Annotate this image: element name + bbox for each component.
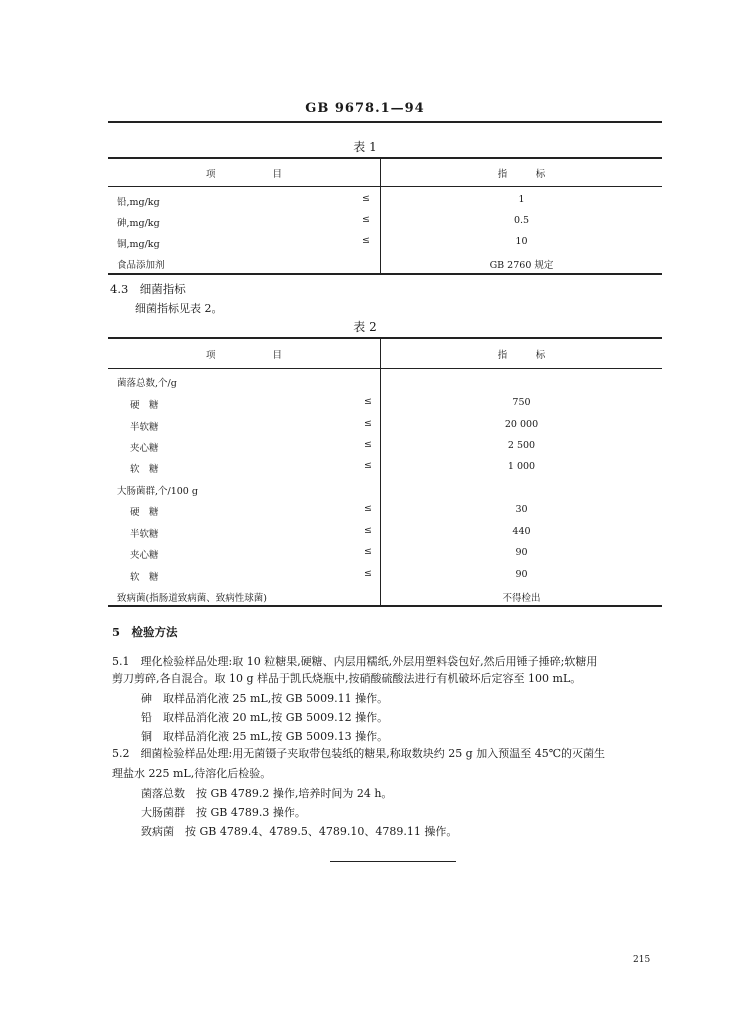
table2-row-item: 硬 糖: [130, 507, 159, 518]
table2-row-sign: ≤: [364, 460, 372, 471]
table1-bottom-rule: [108, 273, 662, 275]
table2-row-pathogen-item: 致病菌(指肠道致病菌、致病性球菌): [117, 593, 267, 604]
table2-row-sign: ≤: [364, 546, 372, 557]
table2-row-item: 夹心糖: [130, 550, 159, 561]
section-5-2-line2: 理盐水 225 mL,待溶化后检验。: [112, 767, 272, 780]
section-4-3-text: 细菌指标见表 2。: [135, 302, 223, 315]
table2-row-item: 硬 糖: [130, 400, 159, 411]
table2-row-item: 夹心糖: [130, 443, 159, 454]
table1-row-sign: ≤: [362, 235, 370, 246]
table2-row-item: 半软糖: [130, 422, 159, 433]
section-5-1-arsenic: 砷 取样品消化液 25 mL,按 GB 5009.11 操作。: [141, 692, 389, 705]
table2-row-sign: ≤: [364, 503, 372, 514]
table2-row-value: 90: [515, 569, 528, 580]
table1-row-sign: ≤: [362, 214, 370, 225]
section-5-2-coliform: 大肠菌群 按 GB 4789.3 操作。: [141, 806, 306, 819]
table2-row-item: 半软糖: [130, 529, 159, 540]
table2-row-sign: ≤: [364, 568, 372, 579]
section-5-2-pathogen: 致病菌 按 GB 4789.4、4789.5、4789.10、4789.11 操作。: [141, 825, 458, 838]
table1-caption: 表 1: [353, 140, 377, 154]
table1-col-item: 项 目: [205, 169, 282, 180]
table2-row-sign: ≤: [364, 396, 372, 407]
table2-row-value: 30: [515, 504, 528, 515]
section-5-2-line1: 5.2 细菌检验样品处理:用无菌镊子夹取带包装纸的糖果,称取数块约 25 g 加入预温至 45℃的灭菌生: [112, 747, 606, 760]
section-5-1-lead: 铅 取样品消化液 20 mL,按 GB 5009.12 操作。: [141, 711, 389, 724]
table2-bottom-rule: [108, 605, 662, 607]
section-4-3-heading: 4.3 细菌指标: [110, 282, 186, 296]
section-5-2-colony: 菌落总数 按 GB 4789.2 操作,培养时间为 24 h。: [141, 787, 393, 800]
table2-row-value: 2 500: [507, 440, 536, 451]
end-rule: [330, 861, 456, 862]
table1-row-value: 1: [518, 194, 525, 205]
table1-row-item: 铅,mg/kg: [117, 197, 160, 208]
document-header: GB 9678.1—94: [305, 101, 425, 116]
table2-row-value: 1 000: [507, 461, 536, 472]
table2-row-item: 软 糖: [130, 572, 159, 583]
table1-row-item: 食品添加剂: [117, 260, 165, 271]
table1-row-value: 10: [515, 236, 528, 247]
table2-col-item: 项 目: [205, 350, 282, 361]
table2-caption: 表 2: [353, 320, 377, 334]
table2-row-value: 750: [512, 397, 531, 408]
page-number: 215: [633, 955, 651, 965]
table1-top-rule: [108, 157, 662, 159]
table2-row-value: 90: [515, 547, 528, 558]
table1-row-item: 砷,mg/kg: [117, 218, 160, 229]
section-5-heading: 5 检验方法: [112, 625, 178, 639]
header-rule: [108, 121, 662, 123]
table2-row-value: 20 000: [504, 419, 539, 430]
table1-row-item: 铜,mg/kg: [117, 239, 160, 250]
table2-row-pathogen-value: 不得检出: [502, 593, 541, 604]
table1-head-rule: [108, 186, 662, 187]
table2-head-rule: [108, 368, 662, 369]
section-5-1-copper: 铜 取样品消化液 25 mL,按 GB 5009.13 操作。: [141, 730, 389, 743]
table2-row-sign: ≤: [364, 439, 372, 450]
table2-row-sign: ≤: [364, 418, 372, 429]
table2-group-coliform: 大肠菌群,个/100 g: [117, 486, 198, 497]
table1-row-value: 0.5: [513, 215, 530, 226]
table2-col-index: 指 标: [497, 350, 546, 361]
section-5-1-line2: 剪刀剪碎,各自混合。取 10 g 样品于凯氏烧瓶中,按硝酸硫酸法进行有机破坏后定容至 100 mL。: [112, 672, 582, 685]
table2-row-item: 软 糖: [130, 464, 159, 475]
section-5-1-line1: 5.1 理化检验样品处理:取 10 粒糖果,硬糖、内层用糯纸,外层用塑料袋包好,然后用锤子捶碎;软糖用: [112, 655, 598, 668]
table1-row-sign: ≤: [362, 193, 370, 204]
table1-row-value: GB 2760 规定: [489, 260, 554, 271]
table2-row-value: 440: [512, 526, 531, 537]
table2-row-sign: ≤: [364, 525, 372, 536]
table2-top-rule: [108, 337, 662, 339]
table1-col-index: 指 标: [497, 169, 546, 180]
table2-group-colony-count: 菌落总数,个/g: [117, 378, 177, 389]
